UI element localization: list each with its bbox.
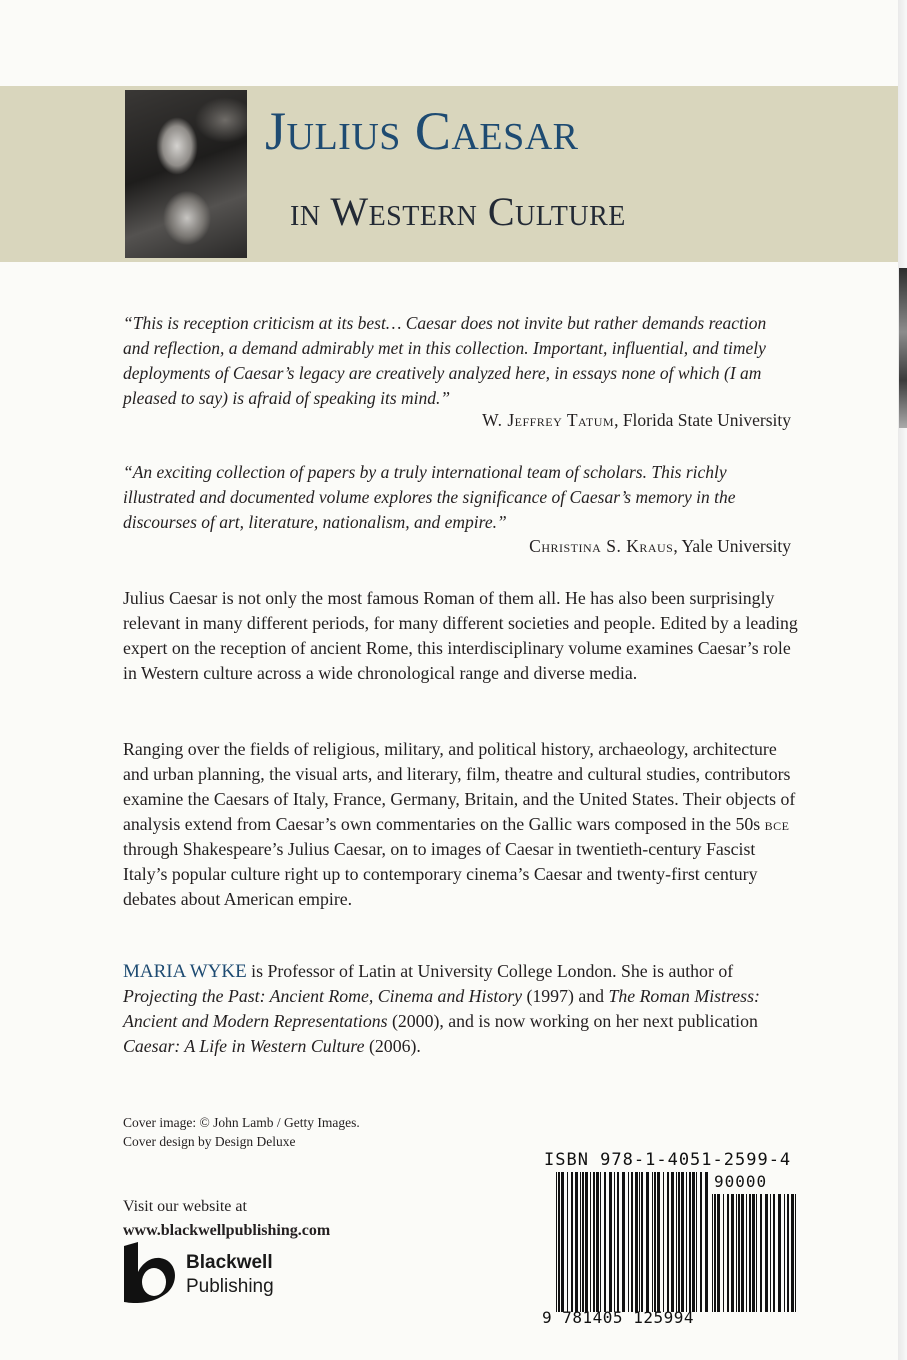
barcode-bar: [646, 1172, 649, 1312]
barcode-bar: [752, 1194, 755, 1312]
barcode-bar: [689, 1172, 691, 1312]
reviewer-affiliation: , Florida State University: [614, 410, 791, 430]
barcode-bar: [712, 1194, 713, 1312]
bio-text: (2006).: [364, 1036, 421, 1056]
barcode-bar: [678, 1172, 680, 1312]
reviewer-affiliation: , Yale University: [673, 536, 791, 556]
barcode-bar: [746, 1194, 747, 1312]
description-paragraph-1: Julius Caesar is not only the most famous Roman of them all. He has also been surprisingly relevant in many different periods, for many different societies and people. Edited by a leading expert on the reception of ancient Rome, this interdisciplinary volume examines Caesar’s role in Western culture across a wide chronological range and diverse media.: [123, 588, 798, 683]
barcode-bar: [580, 1172, 581, 1312]
website-url[interactable]: www.blackwellpublishing.com: [123, 1222, 331, 1239]
reviewer-name: Christina S. Kraus: [529, 536, 674, 556]
cover-photo-statues: [125, 90, 247, 258]
publisher-name-line1: Blackwell: [186, 1252, 273, 1273]
barcode-bar: [571, 1172, 573, 1312]
barcode-bar: [635, 1172, 638, 1312]
barcode-bar: [731, 1194, 734, 1312]
barcode-bar: [686, 1172, 687, 1312]
book-title-2: The Roman Mistress: Ancient and Modern Representations: [123, 986, 760, 1031]
barcode-bar: [585, 1172, 588, 1312]
barcode-bar: [614, 1172, 615, 1312]
book-title-1: Projecting the Past: Ancient Rome, Cinema and History: [123, 986, 523, 1006]
spine-image-sliver: [899, 268, 907, 428]
barcode-bar: [741, 1194, 744, 1312]
barcode-bar: [652, 1172, 653, 1312]
bio-text: (1997) and: [522, 986, 609, 1006]
barcode-bar: [696, 1172, 697, 1312]
barcode-bar: [676, 1172, 677, 1312]
barcode-bar: [714, 1194, 716, 1312]
barcode-bar: [556, 1172, 557, 1312]
barcode-bar: [657, 1172, 660, 1312]
website-block: [123, 1195, 453, 1243]
barcode-bar: [558, 1172, 560, 1312]
reviewer-name: W. Jeffrey Tatum: [482, 410, 615, 430]
barcode-bar: [567, 1172, 568, 1312]
era-abbreviation: bce: [764, 814, 790, 834]
barcode-bar: [700, 1172, 702, 1312]
barcode-bar: [738, 1194, 740, 1312]
barcode-bar: [639, 1172, 640, 1312]
barcode-bar: [723, 1194, 724, 1312]
barcode-bar: [631, 1172, 633, 1312]
barcode-bar: [787, 1194, 789, 1312]
barcode-bar: [593, 1172, 595, 1312]
barcode-bar: [773, 1194, 775, 1312]
description-paragraph-2: [123, 737, 803, 912]
description-text: through Shakespeare’s Julius Caesar, on to images of Caesar in twentieth-century Fascist Italy’s popular culture right up to contemporary cinema’s Caesar and twenty-first century debates about American empire.: [123, 839, 758, 909]
barcode-bar: [561, 1172, 564, 1312]
book-title: Julius Caesar: [265, 101, 579, 161]
barcode-bar: [667, 1172, 669, 1312]
review-attribution-1: [482, 410, 791, 431]
barcode-bar: [727, 1194, 729, 1312]
price-addon-barcode: [712, 1194, 798, 1312]
website-label: Visit our website at: [123, 1198, 247, 1215]
barcode-bar: [756, 1194, 757, 1312]
cover-design-credit: Cover design by Design Deluxe: [123, 1134, 296, 1149]
barcode-bar: [681, 1172, 684, 1312]
publisher-logo: [120, 1240, 320, 1312]
barcode-bar: [617, 1172, 619, 1312]
author-name: MARIA WYKE: [123, 961, 247, 982]
ean-digits: 9 781405 125994: [542, 1308, 694, 1327]
barcode-bar: [749, 1194, 751, 1312]
barcode-bar: [795, 1194, 796, 1312]
barcode-bar: [770, 1194, 771, 1312]
barcode-bar: [582, 1172, 584, 1312]
barcode-bar: [760, 1194, 762, 1312]
book-title-3: Caesar: A Life in Western Culture: [123, 1036, 365, 1056]
barcode-bar: [609, 1172, 612, 1312]
barcode-bar: [663, 1172, 664, 1312]
cover-credits: [123, 1113, 443, 1151]
barcode-bar: [736, 1194, 737, 1312]
bio-text: (2000), and is now working on her next publication: [387, 1011, 758, 1031]
barcode-bar: [600, 1172, 601, 1312]
review-attribution-2: [529, 536, 791, 557]
barcode-bar: [622, 1172, 625, 1312]
review-quote-1: “This is reception criticism at its best… Caesar does not invite but rather demands reaction and reflection, a demand admirably met in this collection. Important, influential, and timely deployments of Caesar’s legacy are creatively analyzed here, in essays none of which (I am pleased to say) is afraid of speaking its mind.”: [123, 313, 767, 408]
isbn-label: ISBN 978-1-4051-2599-4: [544, 1150, 792, 1170]
barcode-bar: [596, 1172, 599, 1312]
barcode-bar: [575, 1172, 578, 1312]
barcode-bar: [654, 1172, 656, 1312]
barcode-bar: [628, 1172, 629, 1312]
author-bio: [123, 959, 803, 1059]
spine-edge: [898, 0, 907, 1360]
barcode-bar: [705, 1172, 708, 1312]
barcode-bar: [590, 1172, 591, 1312]
barcode-bar: [778, 1194, 781, 1312]
description-text: Ranging over the fields of religious, military, and political history, archaeology, architecture and urban planning, the visual arts, and literary, film, theatre and cultural studies, contributors examine the Caesars of Italy, France, Germany, Britain, and the United States. Their objects of analysis extend from Caesar’s own commentaries on the Gallic wars composed in the 50s: [123, 739, 796, 834]
book-subtitle: in Western Culture: [290, 189, 626, 234]
bio-text: is Professor of Latin at University College London. She is author of: [246, 961, 734, 981]
barcode-bar: [784, 1194, 785, 1312]
barcode-bar: [791, 1194, 794, 1312]
barcode-bar: [671, 1172, 674, 1312]
cover-image-credit: Cover image: © John Lamb / Getty Images.: [123, 1115, 360, 1130]
barcode-bar: [604, 1172, 606, 1312]
barcode-bar: [641, 1172, 643, 1312]
barcode-bar: [692, 1172, 695, 1312]
publisher-name: [186, 1251, 274, 1299]
barcode-bar: [717, 1194, 720, 1312]
publisher-name-line2: Publishing: [186, 1276, 274, 1297]
ean-barcode: [556, 1172, 708, 1312]
price-code: 90000: [714, 1172, 768, 1191]
blackwell-b-icon: [120, 1240, 180, 1308]
barcode-bar: [765, 1194, 768, 1312]
review-quote-2: “An exciting collection of papers by a truly international team of scholars. This richly illustrated and documented volume explores the significance of Caesar’s memory in the discourses of art, literature, nationalism, and empire.”: [123, 462, 736, 532]
